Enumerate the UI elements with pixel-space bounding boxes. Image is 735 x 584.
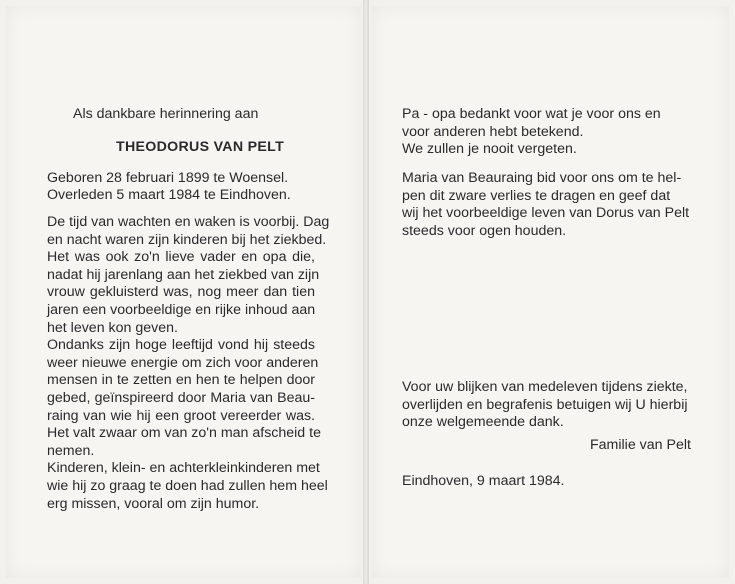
bio-line: De tijd van wachten en waken is voorbij. Dag (47, 214, 330, 230)
bio-line: vrouw gekluisterd was, nog meer dan tien (47, 284, 315, 301)
birth-line: Geboren 28 februari 1899 te Woensel. (47, 170, 289, 186)
bio-line: nemen. (47, 442, 95, 459)
family-signature: Familie van Pelt (590, 437, 691, 453)
prayer-paragraph (402, 170, 689, 240)
death-line: Overleden 5 maart 1984 te Eindhoven. (47, 187, 291, 203)
thanks-paragraph (402, 379, 688, 432)
bio-line: het leven kon geven. (47, 319, 178, 336)
tribute-line: Pa - opa bedankt voor wat je voor ons en (402, 106, 661, 122)
bio-line: weer nieuwe energie om zich voor anderen (47, 354, 319, 371)
thanks-line: overlijden en begrafenis betuigen wij U hierbij (402, 396, 688, 413)
prayer-line: steeds voor ogen houden. (402, 222, 567, 239)
heading: Als dankbare herinnering aan (73, 106, 259, 122)
bio-line: wie hij zo graag te doen had zullen hem heel (47, 477, 328, 494)
thanks-line: onze welgemeende dank. (402, 414, 564, 431)
bio-line: Ondanks zijn hoge leeftijd vond hij steeds (47, 337, 315, 354)
thanks-line: Voor uw blijken van medeleven tijdens ziekte, (402, 379, 688, 395)
prayer-line: Maria van Beauraing bid voor ons om te hel- (402, 170, 682, 186)
bio-line: raing van wie hij een groot vereerder was. (47, 407, 315, 424)
bio-line: Het was ook zo'n lieve vader en opa die, (47, 249, 315, 266)
card-fold (363, 0, 369, 584)
prayer-line: wij het voorbeeldige leven van Dorus van Pelt (402, 205, 690, 222)
biography-text (47, 214, 330, 513)
bio-line: en nacht waren zijn kinderen bij het ziekbed. (47, 231, 327, 248)
bio-line: gebed, geïnspireerd door Maria van Beau- (47, 389, 315, 406)
bio-line: nadat hij jarenlang aan het ziekbed van zijn (47, 266, 320, 283)
bio-line: erg missen, vooral om zijn humor. (47, 495, 260, 512)
prayer-line: pen dit zware verlies te dragen en geef dat (402, 187, 671, 204)
right-panel (372, 6, 729, 578)
tribute-line: voor anderen hebt betekend. (402, 123, 584, 140)
place-date: Eindhoven, 9 maart 1984. (402, 473, 565, 489)
bio-line: mensen in te zetten en hen te helpen door (47, 372, 315, 389)
bio-line: jaren een voorbeeldige en rijke inhoud aan (47, 301, 316, 318)
tribute-line: We zullen je nooit vergeten. (402, 141, 577, 158)
tribute-paragraph (402, 106, 661, 159)
deceased-name: THEODORUS VAN PELT (116, 139, 285, 155)
bio-line: Het valt zwaar om van zo'n man afscheid te (47, 425, 321, 442)
bio-line: Kinderen, klein- en achterkleinkinderen met (47, 460, 320, 477)
